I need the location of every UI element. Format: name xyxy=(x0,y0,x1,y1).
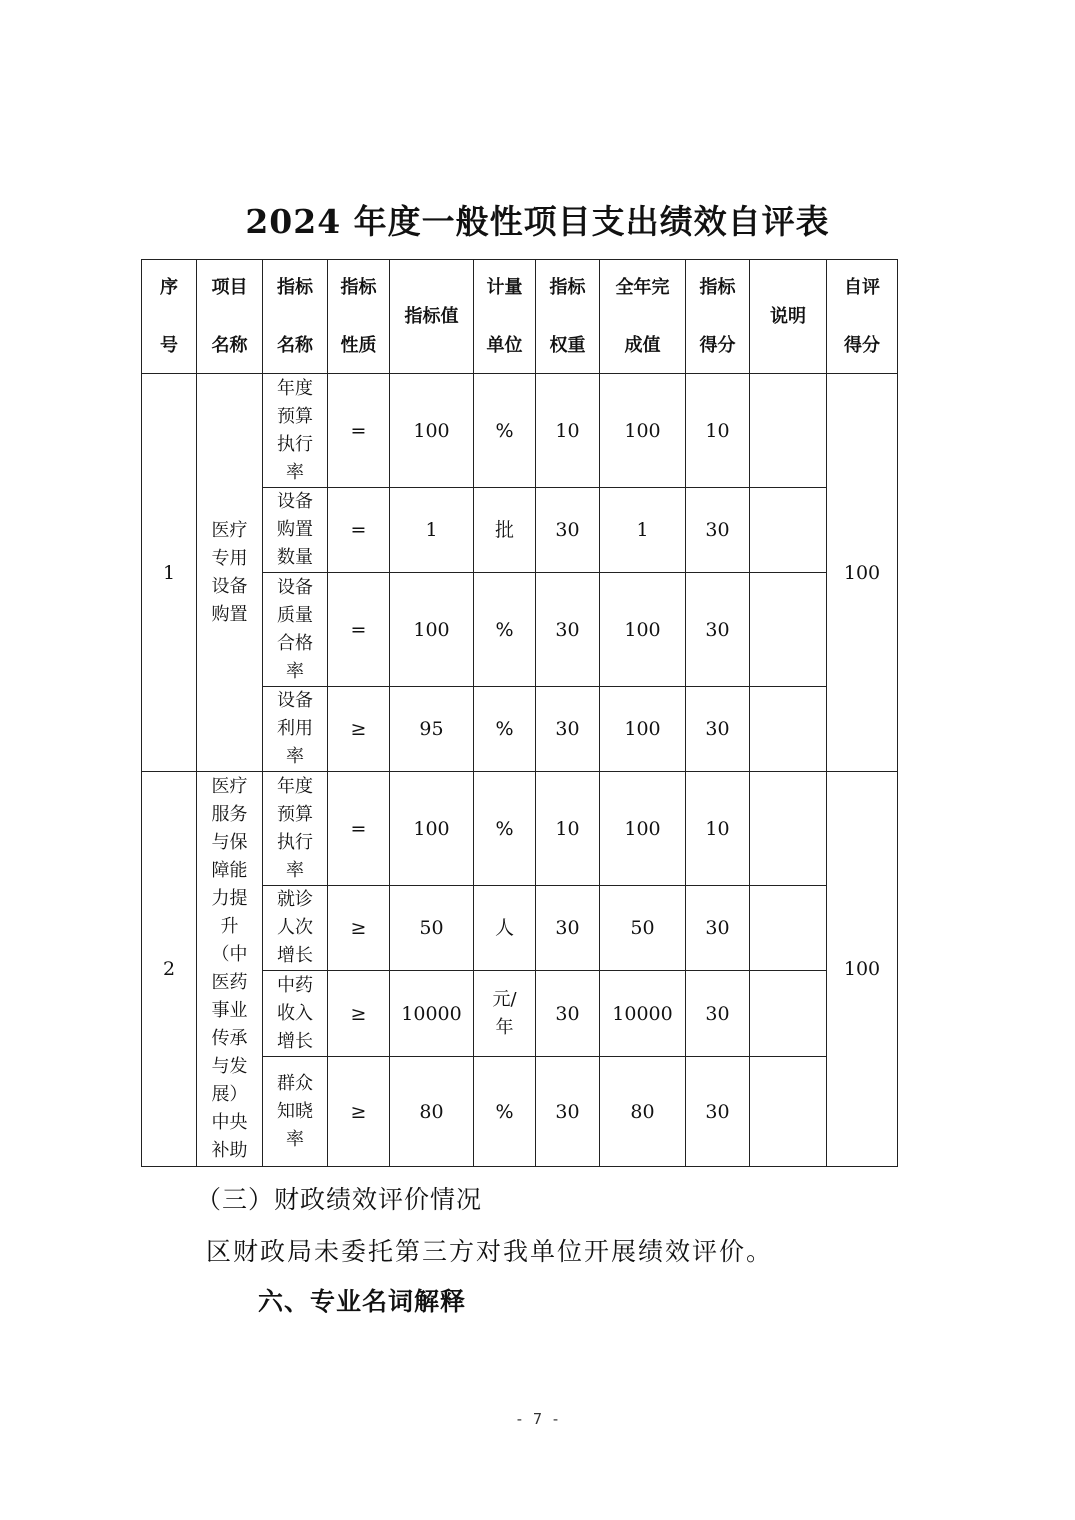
unit-cell: % xyxy=(474,573,536,687)
note-cell xyxy=(750,772,827,886)
indicator-name-cell: 就诊人次增长 xyxy=(263,886,328,971)
nature-cell: ≥ xyxy=(328,886,390,971)
weight-cell: 30 xyxy=(536,971,600,1057)
unit-cell: % xyxy=(474,772,536,886)
project-name-cell: 医疗服务与保障能力提升（中医药事业传承与发展）中央补助 xyxy=(197,772,263,1167)
score-cell: 30 xyxy=(686,886,750,971)
actual-cell: 1 xyxy=(600,488,686,573)
value-cell: 100 xyxy=(390,772,474,886)
score-cell: 30 xyxy=(686,488,750,573)
weight-cell: 30 xyxy=(536,573,600,687)
indicator-name-cell: 中药收入增长 xyxy=(263,971,328,1057)
header-cell: 项目 名称 xyxy=(197,260,263,374)
actual-cell: 100 xyxy=(600,374,686,488)
indicator-name-cell: 设备购置数量 xyxy=(263,488,328,573)
weight-cell: 30 xyxy=(536,1057,600,1167)
indicator-name-cell: 设备质量合格率 xyxy=(263,573,328,687)
nature-cell: ≥ xyxy=(328,687,390,772)
nature-cell: = xyxy=(328,772,390,886)
score-cell: 10 xyxy=(686,772,750,886)
indicator-name-cell: 年度预算执行率 xyxy=(263,374,328,488)
nature-cell: ≥ xyxy=(328,971,390,1057)
header-cell: 说明 xyxy=(750,260,827,374)
seq-cell: 1 xyxy=(142,374,197,772)
page-number: - 7 - xyxy=(514,1410,561,1428)
unit-cell: % xyxy=(474,1057,536,1167)
table-header-row xyxy=(142,260,898,374)
unit-cell: 批 xyxy=(474,488,536,573)
value-cell: 100 xyxy=(390,573,474,687)
indicator-name-cell: 设备利用率 xyxy=(263,687,328,772)
self-score-cell: 100 xyxy=(827,374,898,772)
score-cell: 30 xyxy=(686,1057,750,1167)
value-cell: 50 xyxy=(390,886,474,971)
note-cell xyxy=(750,886,827,971)
indicator-name-cell: 年度预算执行率 xyxy=(263,772,328,886)
value-cell: 10000 xyxy=(390,971,474,1057)
page-title: 2024 年度一般性项目支出绩效自评表 xyxy=(245,202,830,241)
header-cell: 计量 单位 xyxy=(474,260,536,374)
value-cell: 100 xyxy=(390,374,474,488)
indicator-name-cell: 群众知晓率 xyxy=(263,1057,328,1167)
note-cell xyxy=(750,1057,827,1167)
nature-cell: = xyxy=(328,488,390,573)
seq-cell: 2 xyxy=(142,772,197,1167)
actual-cell: 100 xyxy=(600,687,686,772)
table-row xyxy=(142,374,898,488)
value-cell: 80 xyxy=(390,1057,474,1167)
note-cell xyxy=(750,374,827,488)
project-name-cell: 医疗专用设备购置 xyxy=(197,374,263,772)
weight-cell: 30 xyxy=(536,886,600,971)
unit-cell: % xyxy=(474,687,536,772)
score-cell: 30 xyxy=(686,971,750,1057)
note-cell xyxy=(750,971,827,1057)
weight-cell: 30 xyxy=(536,687,600,772)
glossary-heading: 六、专业名词解释 xyxy=(258,1287,467,1316)
finance-evaluation-heading: （三）财政绩效评价情况 xyxy=(196,1185,483,1214)
actual-cell: 80 xyxy=(600,1057,686,1167)
header-cell: 序 号 xyxy=(142,260,197,374)
weight-cell: 30 xyxy=(536,488,600,573)
header-cell: 指标 得分 xyxy=(686,260,750,374)
score-cell: 30 xyxy=(686,573,750,687)
value-cell: 95 xyxy=(390,687,474,772)
note-cell xyxy=(750,687,827,772)
weight-cell: 10 xyxy=(536,772,600,886)
weight-cell: 10 xyxy=(536,374,600,488)
nature-cell: = xyxy=(328,573,390,687)
header-cell: 全年完 成值 xyxy=(600,260,686,374)
nature-cell: ≥ xyxy=(328,1057,390,1167)
header-cell: 指标值 xyxy=(390,260,474,374)
header-cell: 指标 名称 xyxy=(263,260,328,374)
note-cell xyxy=(750,573,827,687)
unit-cell: 人 xyxy=(474,886,536,971)
finance-evaluation-text: 区财政局未委托第三方对我单位开展绩效评价。 xyxy=(206,1237,774,1266)
actual-cell: 50 xyxy=(600,886,686,971)
table-row xyxy=(142,772,898,886)
actual-cell: 10000 xyxy=(600,971,686,1057)
note-cell xyxy=(750,488,827,573)
actual-cell: 100 xyxy=(600,772,686,886)
self-score-cell: 100 xyxy=(827,772,898,1167)
nature-cell: = xyxy=(328,374,390,488)
unit-cell: % xyxy=(474,374,536,488)
performance-evaluation-table xyxy=(141,259,898,1167)
header-cell: 指标 权重 xyxy=(536,260,600,374)
score-cell: 10 xyxy=(686,374,750,488)
actual-cell: 100 xyxy=(600,573,686,687)
header-cell: 指标 性质 xyxy=(328,260,390,374)
value-cell: 1 xyxy=(390,488,474,573)
score-cell: 30 xyxy=(686,687,750,772)
unit-cell: 元/年 xyxy=(474,971,536,1057)
header-cell: 自评 得分 xyxy=(827,260,898,374)
